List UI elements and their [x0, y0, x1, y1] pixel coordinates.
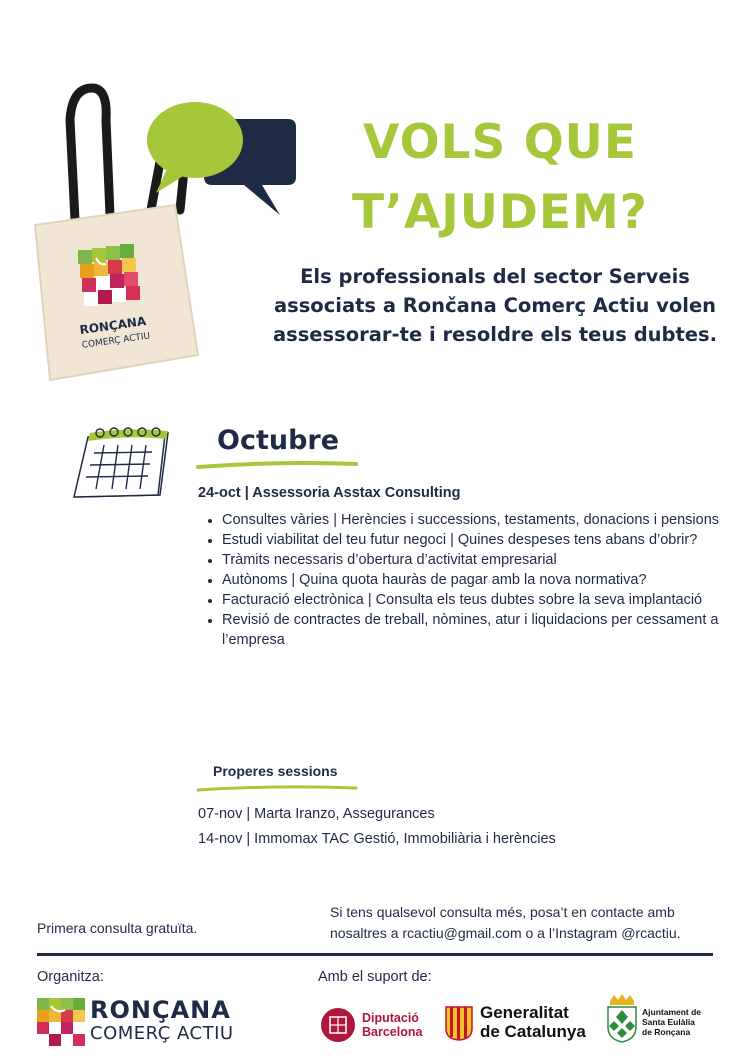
footer-divider — [37, 953, 713, 956]
roncana-logo-mosaic — [37, 998, 87, 1046]
month-underline — [196, 459, 361, 471]
list-item: • Tràmits necessaris d’obertura d’activitat empresarial — [222, 550, 722, 570]
sessions-underline — [196, 784, 361, 794]
list-item: • Consultes vàries | Herències i successions, testaments, donacions i pensions — [222, 510, 722, 530]
contact-line2: nosaltres a rcactiu@gmail.com o a l’Instagram @rcactiu. — [330, 925, 681, 941]
month-heading: Octubre — [217, 425, 340, 456]
list-item: • Revisió de contractes de treball, nòmines, atur i liquidacions per cessament a l’empresa — [222, 610, 722, 650]
organizer-logo-line1: RONÇANA — [90, 996, 231, 1024]
intro-line1: Els professionals del sector Serveis — [300, 265, 690, 288]
topics-list — [198, 510, 722, 650]
diputacio-seal-icon — [320, 1007, 356, 1043]
event-title: 24-oct | Assessoria Asstax Consulting — [198, 485, 461, 501]
intro-line2: associats a Rončana Comerç Actiu volen — [273, 294, 717, 317]
generalitat-flag-icon — [444, 1005, 474, 1041]
list-item: • Autònoms | Quina quota hauràs de pagar amb la nova normativa? — [222, 570, 722, 590]
contact-text — [330, 902, 720, 944]
intro-text — [265, 262, 725, 349]
free-consultation-note: Primera consulta gratuïta. — [37, 920, 198, 936]
calendar-icon — [70, 425, 175, 505]
sessions-heading: Properes sessions — [213, 763, 338, 779]
intro-line3: assessorar-te i resoldre els teus dubtes. — [272, 323, 718, 346]
ajuntament-line2: Santa Eulàlia — [642, 1017, 695, 1027]
bag-logo-line2: COMERÇ ACTIU — [81, 331, 151, 351]
list-item: • Facturació electrònica | Consulta els teus dubtes sobre la seva implantació — [222, 590, 722, 610]
speech-bubbles-icon — [140, 95, 305, 220]
generalitat-line2: de Catalunya — [480, 1022, 586, 1041]
list-item: • Estudi viabilitat del teu futur negoci | Quines despeses tens abans d’obrir? — [222, 530, 722, 550]
headline — [300, 108, 700, 248]
organizer-label: Organitza: — [37, 969, 104, 985]
ajuntament-text — [642, 1007, 701, 1037]
bag-logo-line1: RONÇANA — [78, 313, 147, 338]
organizer-logo-line2: COMERÇ ACTIU — [90, 1023, 234, 1044]
diputacio-line1: Diputació — [362, 1011, 419, 1025]
ajuntament-crest-icon — [604, 993, 640, 1043]
contact-line1: Si tens qualsevol consulta més, posa’t en contacte amb — [330, 904, 675, 920]
diputacio-line2: Barcelona — [362, 1025, 423, 1039]
headline-line2: T’AJUDEM? — [351, 185, 649, 240]
generalitat-line1: Generalitat — [480, 1003, 569, 1022]
support-label: Amb el suport de: — [318, 969, 432, 985]
session-item: 14-nov | Immomax TAC Gestió, Immobiliària i herències — [198, 831, 556, 847]
ajuntament-line3: de Ronçana — [642, 1027, 691, 1037]
ajuntament-line1: Ajuntament de — [642, 1007, 702, 1017]
session-item: 07-nov | Marta Iranzo, Assegurances — [198, 806, 435, 822]
headline-line1: VOLS QUE — [363, 115, 637, 170]
